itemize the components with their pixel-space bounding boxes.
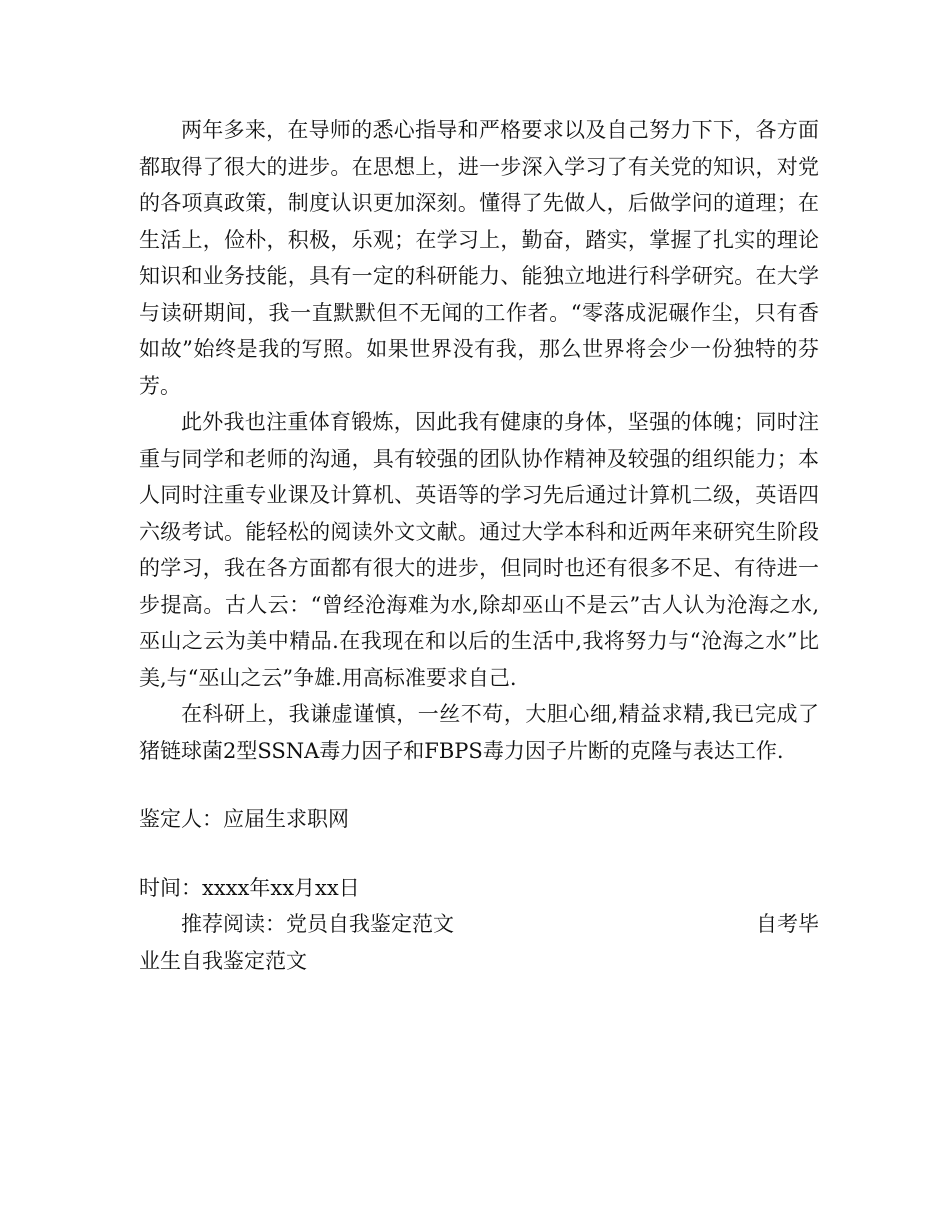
recommend-label: 推荐阅读：: [181, 912, 286, 936]
recommend-row: [139, 906, 819, 943]
paragraph-1: 两年多来，在导师的悉心指导和严格要求以及自己努力下下，各方面都取得了很大的进步。在思想上，进一步深入学习了有关党的知识，对党的各项真政策，制度认识更加深刻。懂得了先做人，后做学问的道理；在生活上，俭朴，积极，乐观；在学习上，勤奋，踏实，掌握了扎实的理论知识和业务技能，具有一定的科研能力、能独立地进行科学研究。在大学与读研期间，我一直默默但不无闻的工作者。“零落成泥碾作尘，只有香如故”始终是我的写照。如果世界没有我，那么世界将会少一份独特的芬芳。: [139, 118, 819, 398]
recommend-link-self-study-part1[interactable]: 自考毕: [756, 912, 819, 936]
recommend-link-self-study-part2-line: [139, 943, 819, 980]
spacer: [139, 838, 819, 870]
recommend-link-party-member[interactable]: 党员自我鉴定范文: [286, 912, 454, 936]
paragraph-3: 在科研上，我谦虚谨慎，一丝不苟，大胆心细,精益求精,我已完成了猪链球菌2型SSNA毒力因子和FBPS毒力因子片断的克隆与表达工作.: [139, 702, 819, 763]
recommend-link-self-study-part2[interactable]: 业生自我鉴定范文: [139, 948, 307, 973]
paragraph-2: 此外我也注重体育锻炼，因此我有健康的身体，坚强的体魄；同时注重与同学和老师的沟通，具有较强的团队协作精神及较强的组织能力；本人同时注重专业课及计算机、英语等的学习先后通过计算机二级，英语四六级考试。能轻松的阅读外文文献。通过大学本科和近两年来研究生阶段的学习，我在各方面都有很大的进步，但同时也还有很多不足、有待进一步提高。古人云：“曾经沧海难为水,除却巫山不是云”古人认为沧海之水,巫山之云为美中精品.在我现在和以后的生活中,我将努力与“沧海之水”比美,与“巫山之云”争雄.用高标准要求自己.: [139, 410, 819, 690]
recommend-group: [181, 906, 454, 943]
appraiser-line: 鉴定人：应届生求职网: [139, 807, 349, 831]
document-body: [139, 112, 819, 979]
date-line: 时间：xxxx年xx月xx日: [139, 875, 360, 900]
spacer: [139, 769, 819, 801]
